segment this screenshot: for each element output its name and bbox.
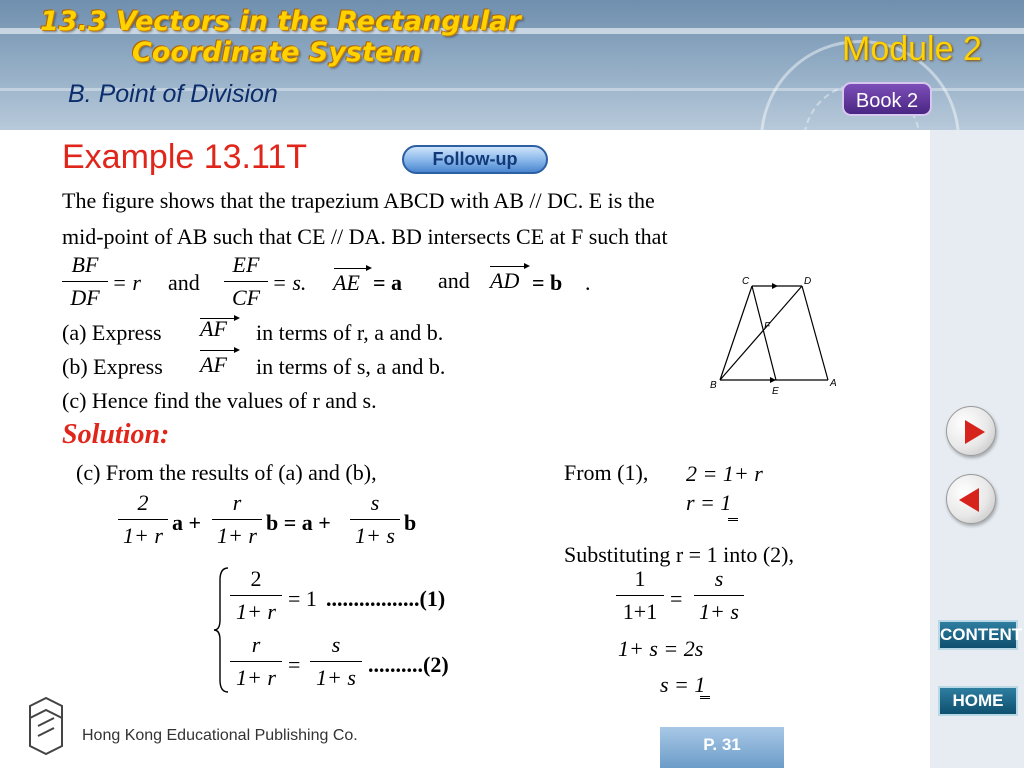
equation-label-1: .................(1) (326, 586, 446, 611)
example-title: Example 13.11T (62, 138, 308, 176)
publisher-name: Hong Kong Educational Publishing Co. (82, 727, 358, 744)
vector-ad: AD (490, 268, 520, 293)
part-a-label: (a) Express (62, 320, 162, 345)
fraction-numerator: s (714, 566, 724, 591)
edge-bc (720, 286, 752, 380)
fraction-numerator: r (251, 632, 261, 657)
publisher-logo-icon (24, 696, 68, 756)
vector-ae: AE (333, 270, 360, 295)
term-b-eq-a-plus: b = a + (266, 510, 331, 535)
equation-s-eq-1: s = 1 (660, 672, 706, 697)
substituting-text: Substituting r = 1 into (2), (564, 542, 794, 567)
equals-sign: = (288, 652, 301, 677)
slide-title-line1: 13.3 Vectors in the Rectangular (40, 6, 521, 37)
vector-arrow (200, 350, 238, 351)
solution-intro: (c) From the results of (a) and (b), (76, 460, 377, 485)
fraction-s-over-1ps (350, 490, 400, 549)
equation-1ps-eq-2s: 1+ s = 2s (618, 636, 704, 661)
part-c-text: (c) Hence find the values of r and s. (62, 388, 377, 413)
fraction-1-over-1p1 (616, 566, 664, 625)
equals-b: = b (532, 270, 563, 295)
fraction-ef-cf (224, 252, 268, 311)
edge-ad (802, 286, 828, 380)
equals-r: = r (112, 270, 141, 295)
from-1-text: From (1), (564, 460, 649, 485)
fraction-2-over-1pr (118, 490, 168, 549)
fraction-r-over-1pr (230, 632, 282, 691)
part-b-text: in terms of s, a and b. (256, 354, 446, 379)
arrow-marker (772, 283, 778, 289)
segment-ce (752, 286, 776, 380)
next-slide-button[interactable] (946, 406, 996, 456)
play-right-icon (965, 420, 985, 444)
fraction-denominator: CF (231, 285, 261, 310)
label-c: C (742, 276, 750, 287)
fraction-denominator: 1+ s (355, 523, 395, 548)
problem-line1: The figure shows that the trapezium ABCD with AB // DC. E is the (62, 188, 655, 213)
equation-2-eq-1pr: 2 = 1+ r (686, 461, 763, 486)
vector-af: AF (200, 352, 227, 377)
solution-heading: Solution: (62, 419, 170, 450)
system-brace (212, 566, 232, 694)
vector-arrow (490, 266, 528, 267)
fraction-bf-df (62, 252, 108, 311)
fraction-denominator: 1+ s (316, 665, 356, 690)
equals-sign: = (670, 586, 683, 611)
trapezium-figure (700, 272, 850, 402)
fraction-denominator: 1+ s (699, 599, 739, 624)
slide-title-line2: Coordinate System (132, 37, 422, 68)
label-d: D (804, 276, 812, 287)
slide-subtitle: B. Point of Division (68, 80, 278, 108)
part-b-label: (b) Express (62, 354, 163, 379)
fraction-numerator: BF (71, 252, 99, 277)
label-f: F (764, 321, 771, 332)
vector-arrow (334, 268, 370, 269)
fraction-numerator: s (331, 632, 341, 657)
follow-up-button[interactable]: Follow-up (402, 145, 548, 174)
result-underline (700, 696, 710, 699)
fraction-denominator: 1+ r (236, 599, 276, 624)
fraction-denominator: 1+1 (622, 599, 658, 624)
label-e: E (772, 386, 779, 397)
fraction-numerator: EF (232, 252, 260, 277)
and-text: and (438, 268, 470, 293)
equals-1: = 1 (288, 586, 317, 611)
fraction-s-over-1ps (310, 632, 362, 691)
home-button[interactable]: HOME (938, 686, 1018, 716)
fraction-denominator: 1+ r (217, 523, 257, 548)
term-a-plus: a + (172, 510, 202, 535)
term-b: b (404, 510, 417, 535)
page-number: P. 31 (660, 727, 784, 768)
and-text: and (168, 270, 200, 295)
label-a: A (830, 378, 837, 389)
result-underline (728, 518, 738, 521)
fraction-numerator: r (232, 490, 242, 515)
problem-line2: mid-point of AB such that CE // DA. BD intersects CE at F such that (62, 224, 668, 249)
header-banner (0, 0, 1024, 130)
play-left-icon (959, 488, 979, 512)
fraction-numerator: s (370, 490, 380, 515)
part-a-text: in terms of r, a and b. (256, 320, 444, 345)
label-b: B (710, 380, 717, 391)
slide-title (40, 6, 660, 68)
fraction-s-over-1ps (694, 566, 744, 625)
equation-label-2: ..........(2) (368, 652, 449, 677)
module-label: Module 2 (842, 30, 982, 68)
fraction-denominator: 1+ r (123, 523, 163, 548)
period: . (585, 270, 591, 295)
fraction-numerator: 2 (250, 566, 262, 591)
fraction-denominator: DF (70, 285, 100, 310)
fraction-numerator: 2 (137, 490, 149, 515)
equals-a: = a (373, 270, 403, 295)
equation-r-eq-1: r = 1 (686, 490, 732, 515)
equals-s: = s. (272, 270, 307, 295)
fraction-numerator: 1 (634, 566, 646, 591)
diagonal-bd (720, 286, 802, 380)
fraction-2-over-1pr (230, 566, 282, 625)
book-badge: Book 2 (842, 82, 932, 116)
fraction-r-over-1pr (212, 490, 262, 549)
previous-slide-button[interactable] (946, 474, 996, 524)
content-button[interactable]: CONTENT (938, 620, 1018, 650)
vector-af: AF (200, 316, 227, 341)
fraction-denominator: 1+ r (236, 665, 276, 690)
